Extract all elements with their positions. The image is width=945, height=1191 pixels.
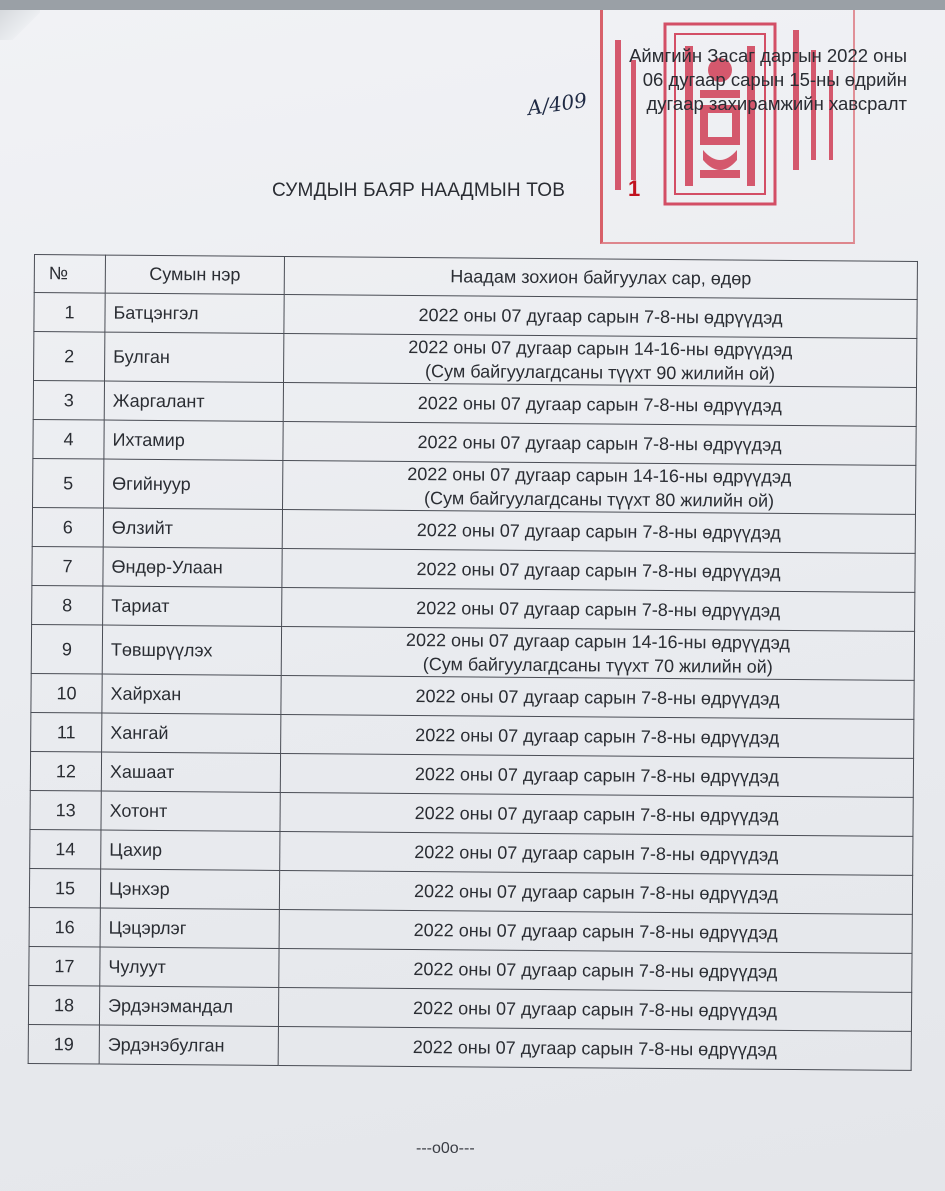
header-soum-name: Сумын нэр: [105, 255, 284, 294]
row-date-cell: [283, 421, 916, 465]
row-date-cell: [284, 294, 917, 338]
table-body: [28, 293, 917, 1071]
table-row: [32, 546, 915, 592]
table-row: [30, 829, 913, 875]
table-row: [29, 907, 912, 953]
row-soum-name: Хашаат: [101, 752, 280, 792]
row-date-cell: [279, 870, 912, 914]
row-date-cell: [279, 909, 912, 953]
row-date: 2022 оны 07 дугаар сарын 7-8-ны өдрүүдэд: [418, 305, 783, 328]
row-soum-name: Цахир: [101, 830, 280, 870]
row-date: 2022 оны 07 дугаар сарын 7-8-ны өдрүүдэд: [414, 803, 779, 826]
row-soum-name: Хангай: [102, 713, 281, 753]
row-date-cell: [280, 831, 913, 875]
header-line-3: дугаар захирамжийн хавсралт: [646, 93, 907, 114]
document-header: [629, 44, 907, 116]
row-date: 2022 оны 07 дугаар сарын 7-8-ны өдрүүдэд: [413, 881, 779, 904]
row-date: 2022 оны 07 дугаар сарын 7-8-ны өдрүүдэд: [415, 686, 780, 709]
table-row: [31, 624, 914, 680]
row-date: 2022 оны 07 дугаар сарын 7-8-ны өдрүүдэд: [416, 520, 781, 543]
handwritten-title-mark: 1: [628, 176, 641, 201]
row-date-cell: [281, 675, 914, 719]
row-number: 7: [32, 546, 103, 586]
row-anniversary-note: (Сум байгуулагдсаны түүхт 90 жилийн ой): [425, 361, 776, 384]
row-date: 2022 оны 07 дугаар сарын 7-8-ны өдрүүдэд: [413, 920, 778, 943]
row-date: 2022 оны 07 дугаар сарын 7-8-ны өдрүүдэд: [415, 725, 780, 748]
row-soum-name: Төвшрүүлэх: [102, 625, 281, 675]
row-soum-name: Жаргалант: [104, 381, 283, 421]
table-row: [32, 507, 915, 553]
row-anniversary-note: (Сум байгуулагдсаны түүхт 80 жилийн ой): [424, 488, 775, 511]
row-number: 19: [28, 1024, 99, 1064]
table-row: [33, 458, 916, 514]
row-date-cell: [283, 333, 916, 387]
photo-top-band: [0, 0, 945, 10]
row-number: 11: [31, 712, 102, 752]
document-page: [0, 10, 945, 1191]
row-date: 2022 оны 07 дугаар сарын 14-16-ны өдрүүдэд: [408, 336, 793, 360]
row-date: 2022 оны 07 дугаар сарын 7-8-ны өдрүүдэд: [416, 559, 781, 582]
row-number: 9: [31, 624, 102, 674]
row-date: 2022 оны 07 дугаар сарын 7-8-ны өдрүүдэд: [416, 598, 781, 621]
row-number: 2: [34, 332, 105, 382]
naadam-schedule-table: [28, 254, 918, 1071]
row-number: 1: [34, 293, 105, 333]
row-anniversary-note: (Сум байгуулагдсаны түүхт 70 жилийн ой): [422, 654, 773, 677]
row-date: 2022 оны 07 дугаар сарын 7-8-ны өдрүүдэд: [413, 998, 778, 1021]
row-soum-name: Цэцэрлэг: [100, 908, 279, 948]
row-number: 4: [33, 419, 104, 459]
row-soum-name: Цэнхэр: [100, 869, 279, 909]
header-date: Наадам зохион байгуулах сар, өдөр: [284, 256, 917, 299]
row-number: 3: [33, 381, 104, 421]
row-number: 6: [32, 507, 103, 547]
row-date-cell: [279, 948, 912, 992]
row-soum-name: Хотонт: [101, 791, 280, 831]
row-date: 2022 оны 07 дугаар сарын 7-8-ны өдрүүдэд: [412, 1036, 777, 1060]
row-number: 16: [29, 907, 100, 947]
row-number: 10: [31, 673, 102, 713]
row-date-cell: [283, 382, 916, 426]
row-soum-name: Ихтамир: [104, 420, 283, 460]
header-line-1: Аймгийн Засаг даргын 2022 оны: [629, 45, 907, 66]
document-title: СУМДЫН БАЯР НААДМЫН ТОВ: [272, 180, 566, 201]
row-soum-name: Эрдэнэмандал: [99, 986, 278, 1026]
row-date-cell: [281, 626, 914, 680]
row-number: 18: [28, 985, 99, 1025]
header-line-2: 06 дугаар сарын 15-ны өдрийн: [642, 69, 907, 90]
row-soum-name: Өлзийт: [103, 508, 282, 548]
table-row: [34, 293, 917, 339]
table-row: [29, 946, 912, 992]
row-date-cell: [282, 509, 915, 553]
row-date-cell: [280, 792, 913, 836]
row-number: 17: [29, 946, 100, 986]
row-date: 2022 оны 07 дугаар сарын 7-8-ны өдрүүдэд: [417, 393, 782, 416]
table-row: [30, 790, 913, 836]
row-number: 5: [33, 458, 104, 508]
row-date: 2022 оны 07 дугаар сарын 7-8-ны өдрүүдэд: [414, 842, 779, 865]
row-date: 2022 оны 07 дугаар сарын 7-8-ны өдрүүдэд: [417, 432, 782, 455]
row-number: 8: [32, 585, 103, 625]
document-footer: ---o0o---: [416, 1140, 475, 1157]
row-date: 2022 оны 07 дугаар сарын 14-16-ны өдрүүдэд: [405, 629, 791, 653]
row-soum-name: Батцэнгэл: [105, 293, 284, 333]
table-row: [29, 868, 912, 914]
header-number: №: [34, 255, 105, 294]
table-row: [33, 381, 916, 427]
table-row: [34, 332, 917, 388]
row-soum-name: Өндөр-Улаан: [103, 547, 282, 587]
row-soum-name: Эрдэнэбулган: [99, 1025, 278, 1065]
handwritten-reference-number: А/409: [525, 87, 589, 121]
row-date-cell: [280, 753, 913, 797]
row-soum-name: Тариат: [103, 586, 282, 626]
row-date-cell: [281, 714, 914, 758]
row-date: 2022 оны 07 дугаар сарын 7-8-ны өдрүүдэд: [414, 764, 779, 787]
row-number: 15: [29, 868, 100, 908]
row-date: 2022 оны 07 дугаар сарын 14-16-ны өдрүүдэд: [407, 463, 792, 487]
row-soum-name: Булган: [105, 332, 284, 382]
row-number: 14: [30, 829, 101, 869]
row-date-cell: [283, 460, 916, 514]
row-date-cell: [282, 548, 915, 592]
row-date-cell: [282, 587, 915, 631]
page-fold-corner: [0, 10, 40, 40]
row-soum-name: Хайрхан: [102, 674, 281, 714]
row-date: 2022 оны 07 дугаар сарын 7-8-ны өдрүүдэд: [413, 959, 778, 982]
row-soum-name: Өгийнуур: [104, 459, 283, 509]
row-date-cell: [278, 1026, 911, 1070]
row-soum-name: Чулуут: [100, 947, 279, 987]
row-date-cell: [278, 987, 911, 1031]
table-row: [32, 585, 915, 631]
row-number: 13: [30, 790, 101, 830]
table-row: [33, 419, 916, 465]
table-row: [28, 1024, 911, 1070]
table-row: [28, 985, 911, 1031]
row-number: 12: [30, 751, 101, 791]
